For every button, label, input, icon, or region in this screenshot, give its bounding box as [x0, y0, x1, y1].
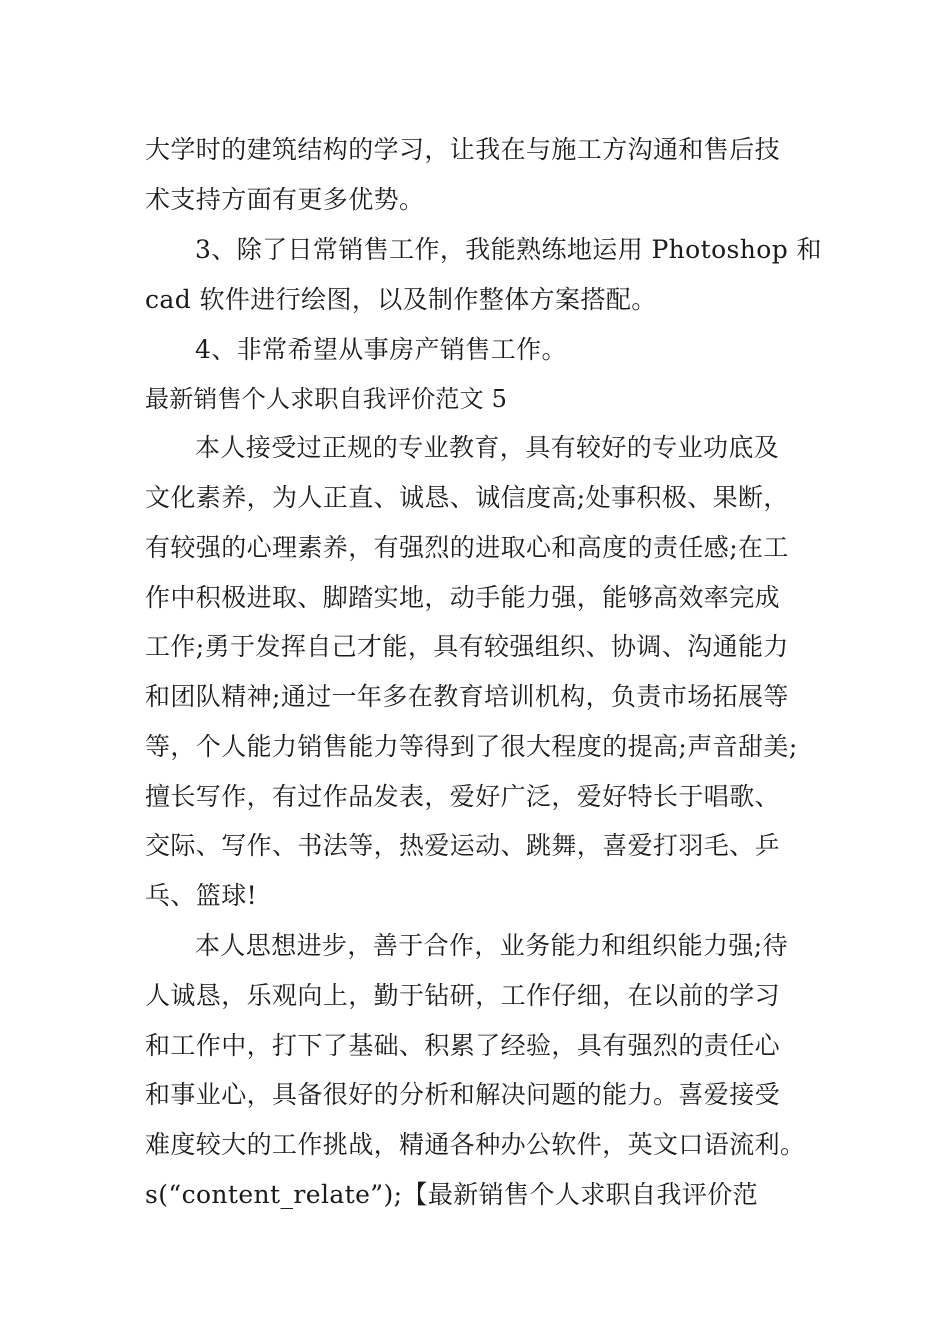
- body-line: 术支持方面有更多优势。: [145, 185, 425, 214]
- body-line: 擅长写作，有过作品发表，爱好广泛，爱好特长于唱歌、: [145, 782, 781, 811]
- body-line: 有较强的心理素养，有强烈的进取心和高度的责任感;在工: [145, 533, 789, 562]
- body-line: 难度较大的工作挑战，精通各种办公软件，英文口语流利。: [145, 1130, 806, 1159]
- paragraph-2-first-line: 本人思想进步，善于合作，业务能力和组织能力强;待: [195, 931, 789, 960]
- list-item-3: 3、除了日常销售工作，我能熟练地运用 Photoshop 和: [195, 235, 822, 264]
- paragraph-1-first-line: 本人接受过正规的专业教育，具有较好的专业功底及: [195, 433, 780, 462]
- body-line: 人诚恳，乐观向上，勤于钻研，工作仔细，在以前的学习: [145, 981, 781, 1010]
- body-line: 工作;勇于发挥自己才能，具有较强组织、协调、沟通能力: [145, 632, 789, 661]
- body-line: 文化素养，为人正直、诚恳、诚信度高;处事积极、果断，: [145, 483, 789, 512]
- section-heading: 最新销售个人求职自我评价范文 5: [145, 385, 508, 413]
- body-line: s(“content_relate”);【最新销售个人求职自我评价范: [145, 1180, 759, 1209]
- body-line: 和工作中，打下了基础、积累了经验，具有强烈的责任心: [145, 1031, 781, 1060]
- list-item-4: 4、非常希望从事房产销售工作。: [195, 335, 567, 364]
- body-line: 和事业心，具备很好的分析和解决问题的能力。喜爱接受: [145, 1080, 781, 1109]
- body-line: 乓、篮球!: [145, 881, 258, 910]
- body-line: 大学时的建筑结构的学习，让我在与施工方沟通和售后技: [145, 135, 781, 164]
- body-line: cad 软件进行绘图，以及制作整体方案搭配。: [145, 285, 657, 314]
- body-line: 交际、写作、书法等，热爱运动、跳舞，喜爱打羽毛、乒: [145, 831, 781, 860]
- body-line: 作中积极进取、脚踏实地，动手能力强，能够高效率完成: [145, 583, 781, 612]
- body-line: 等，个人能力销售能力等得到了很大程度的提高;声音甜美;: [145, 732, 798, 761]
- body-line: 和团队精神;通过一年多在教育培训机构，负责市场拓展等: [145, 682, 789, 711]
